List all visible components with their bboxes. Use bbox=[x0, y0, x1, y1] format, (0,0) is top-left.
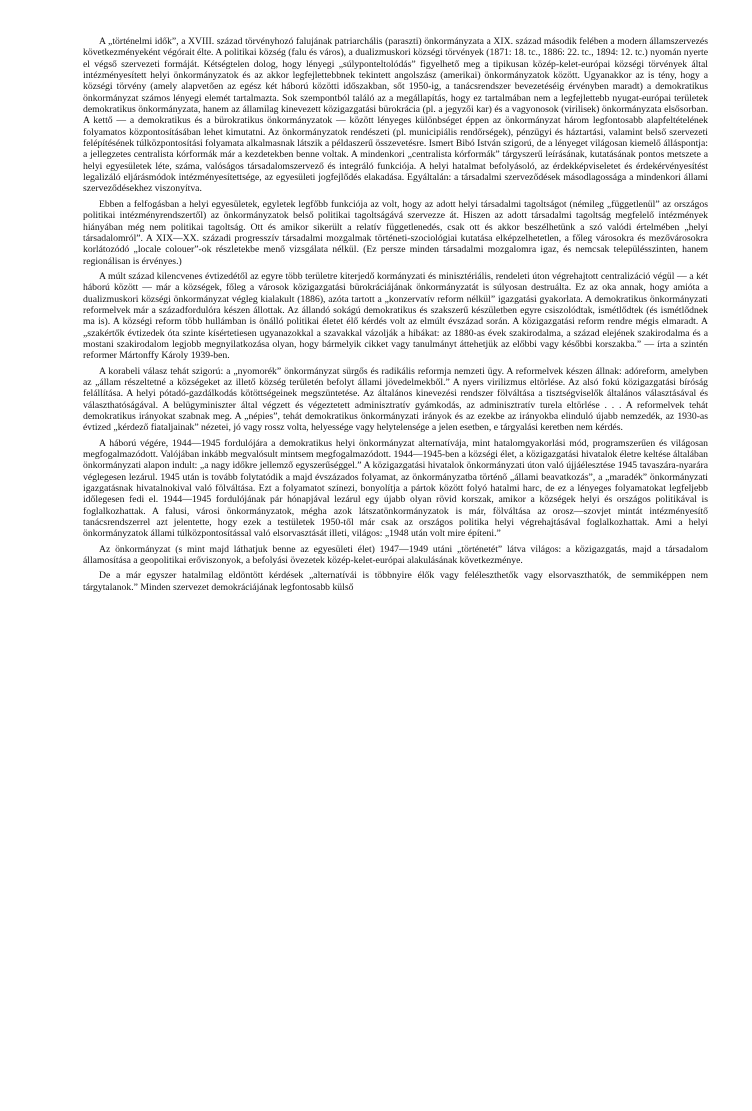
paragraph-2: Ebben a felfogásban a helyi egyesületek, egyletek legfőbb funkciója az volt, hogy az adott helyi társadalmi tagoltságot (némileg „függetlenül” az országos politikai intézményrendszertől) az önkormányzatok belső politikai tagoltságává szervezze át. Hiszen az adott társadalmi tagoltság megfelelő intézmények hiányában még nem politikai tagoltság. Ott és amikor sikerült a relatív függetlenedés, csak ott és akkor beszélhetünk a szó valódi értelmében „helyi társadalomról”. A XIX—XX. századi progresszív társadalmi mozgalmak történeti-szociológiai kutatása elképzelhetetlen, a főleg városokra és mezővárosokra korlátozódó „locale colouer”-ok részletekbe menő vizsgálata nélkül. (Ez persze minden társadalmi mozgalomra igaz, és nemcsak településszinten, hanem regionálisan is érvényes.) bbox=[83, 198, 708, 267]
paragraph-3: A múlt század kilencvenes évtizedétől az egyre több területre kiterjedő kormányzati és minisztériális, rendeleti úton végrehajtott centralizáció végül — a két háború között — már a községek, főleg a városok közigazgatási bürokráciájának önkormányzatát is súlyosan destruálta. Ez az oka annak, hogy amióta a dualizmuskori községi önkormányzat végleg kialakult (1886), azóta tartott a „konzervatív reform nélkül” igazgatási gyakorlata. A demokratikus önkormányzati reformelvek már a századfordulóra készen állottak. Az állandó sokágú demokratikus és szakszerű készületben egyre csiszolódtak, ismétlődtek (és ismétlődnek ma is). A községi reform több hullámban is önálló politikai életet élő kérdés volt az elmúlt évszázad során. A közigazgatási reform rendre mégis elmaradt. A „szakértők évtizedek óta szinte kísértetiesen ugyanazokkal a szavakkal vázolják a hibákat: az 1880-as évek szakirodalma, a század elejének szakirodalma és a mostani szakirodalom legjobb megnyilatkozása olyan, hogy bármelyik cikket vagy tanulmányt áttehetjük az előbbi vagy későbbi korszakba.” — írta a szintén reformer Mártonffy Károly 1939-ben. bbox=[83, 270, 708, 362]
paragraph-5: A háború végére, 1944—1945 fordulójára a demokratikus helyi önkormányzat alternatívája, mint hatalomgyakorlási mód, programszerűen és világosan megfogalmazódott. Valójában inkább megvalósult mintsem megfogalmazódott. 1944—1945-ben a községi élet, a közigazgatási hivatalok életre keltése általában önkormányzati alapon indult: „a nagy időkre jellemző egyszerűséggel.” A közigazgatási hivatalok önkormányzati úton való újjáélesztése 1945 tavaszára-nyarára véglegesen lezárul. 1945 után is tovább folytatódik a majd évszázados folyamat, az önkormányzatba történő „állami beavatkozás”, a „maradék” önkormányzati igazgatásnak hivatalnokival való fölváltása. Ezt a folyamatot színezi, bonyolítja a pártok között folyó hatalmi harc, de ez a lényeges folyamatokat legfeljebb időlegesen fedi el. 1944—1945 fordulójának pár hónapjával lezárul egy újabb olyan rövid korszak, amikor a községek helyi és országos politikával is foglalkozhattak. A falusi, városi önkormányzatok, mégha azok látszatönkormányzatok is már, fölváltása az orosz—szovjet mintát intézményesítő tanácsrendszerrel azt jelentette, hogy ezek a testületek 1950-től már csak az országos politika helyi végrehajtásával foglalkozhattak. Ami a helyi önkormányzatok állami túlközpontosítással való elsorvasztását illeti, világos: „1948 után volt mire építeni.” bbox=[83, 437, 708, 540]
paragraph-6: Az önkormányzat (s mint majd láthatjuk benne az egyesületi élet) 1947—1949 utáni „történetét” látva világos: a közigazgatás, majd a társadalom államosítása a geopolitikai erőviszonyok, a befolyási övezetek közép-kelet-európai alakulásának következménye. bbox=[83, 543, 708, 567]
paragraph-7: De a már egyszer hatalmilag eldöntött kérdések „alternatívái is többnyire élők vagy feléleszthetők vagy elsorvaszthatók, de semmiképpen nem tárgytalanok.” Minden szervezet demokráciájának legfontosabb külső bbox=[83, 570, 708, 593]
paragraph-1: A „történelmi idők”, a XVIII. század törvényhozó falujának patriarchális (paraszti) önkormányzata a XIX. század második felében a modern államszervezés következményeként végórait élte. A politikai község (falu és város), a dualizmuskori községi törvények (1871: 18. tc., 1886: 22. tc., 1894: 12. tc.) nyomán nyerte el végső szervezeti formáját. Kétségtelen dolog, hogy lényegi „súlyponteltolódás” figyelhető meg a tipikusan közép-kelet-európai községi törvények által intézményesített helyi önkormányzatok és az akkor legfejlettebbnek tekintett angolszász (amerikai) önkormányzatok között. Ugyanakkor az is tény, hogy a községi törvény (amely alapvetően az egész két háború közötti időszakban, sőt 1950-ig, a tanácsrendszer bevezetéséig érvényben maradt) a demokratikus önkormányzat számos lényegi elemét tartalmazta. Sok szempontból találó az a megállapítás, hogy ez tartalmában nem a legfejlettebb nyugat-európai területek demokratikus önkormányzata, hanem az államilag kinevezett közigazgatási bürokrácia (pl. a jegyzői kar) és a vagyonosok (virilisek) önkormányzata elsősorban. A kettő — a demokratikus és a bürokratikus önkormányzatok — között lényeges különbséget éppen az önkormányzat három legfontosabb alapfeltételének folyamatos központosításában lehet kimutatni. Az önkormányzatok rendészeti (pl. municipiális rendőrségek), pénzügyi és háztartási, valamint belső szervezeti felépítésének túlközpontosítási folyamata alkalmasnak látszik a példaszerű összevetésre. Ismert Bibó István szigorú, de a lényeget világosan kiemelő álláspontja: a jellegzetes centralista kórformák már a kezdetekben benne voltak. A mindenkori „centralista kórformák” tárgyszerű leírásának, kutatásának pontos metszete a helyi egyesületek léte, száma, valóságos társadalomszervező és integráló funkciója. A helyi hatalmat befolyásoló, az érdekképviseletet és érdekérvényesítést legalizáló eljárásmódok intézményesítettsége, az egyesületi jogfejlődés elakadása. Egyáltalán: a társadalmi szerveződések másodlagossága a mindenkori állami szerveződésekhez viszonyítva. bbox=[83, 36, 708, 195]
document-page bbox=[83, 36, 708, 597]
paragraph-4: A korabeli válasz tehát szigorú: a „nyomorék” önkormányzat sürgős és radikális reformja nemzeti ügy. A reformelvek készen állnak: adóreform, amelyben az „állam részeltetné a községeket az illető község területén befolyt állami jövedelmekből.” A nyers virilizmus eltörlése. Az alsó fokú közigazgatási bíróság felállítása. A helyi pótadó-gazdálkodás kötöttségeinek megszüntetése. Az általános kinevezési rendszer fölváltása a tisztségviselők általános választásával és választhatóságával. A belügyminiszter által végzett és végeztetett adminisztratív gyámkodás, az adminisztratív turela eltörlése . . . A reformelvek tehát demokratikus irányokat szabnak meg. A „népies”, tehát demokratikus önkormányzati irányok és az ezekbe az irányokba elinduló újabb nemzedék, az 1930-as évtized „kérdező fiataljainak” nézetei, jó vagy rossz volta, helyessége vagy helytelensége a jelen esetben, e tárgyalási keretben nem kérdés. bbox=[83, 365, 708, 434]
